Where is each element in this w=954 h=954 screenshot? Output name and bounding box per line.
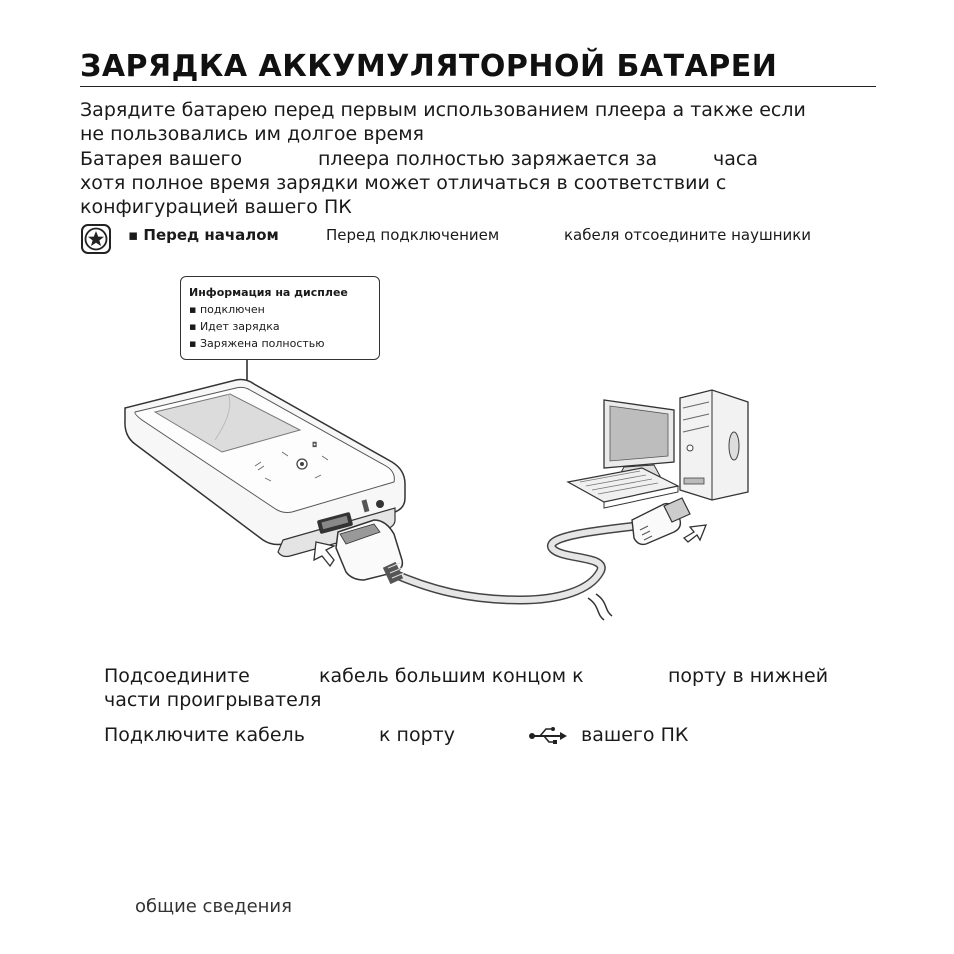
svg-text:◘: ◘	[312, 441, 318, 449]
usb-icon	[528, 726, 568, 746]
display-info-item: ▪ Идет зарядка	[189, 320, 280, 333]
intro-line-1: Зарядите батарею перед первым использованием плеера а также если	[80, 99, 806, 121]
step-1b: кабель большим концом к	[319, 665, 584, 687]
display-info-item: ▪ Заряжена полностью	[189, 337, 325, 350]
note-text-b: кабеля отсоедините наушники	[564, 226, 812, 244]
step-2c: вашего ПК	[581, 724, 689, 746]
note-text-a: Перед подключением	[326, 226, 500, 244]
step-1c: порту в нижней	[668, 665, 829, 687]
intro-line-2: не пользовались им долгое время	[80, 123, 424, 145]
intro-line-3a: Батарея вашего	[80, 148, 243, 170]
intro-line-3c: часа	[713, 148, 758, 170]
step-1a: Подсоедините	[104, 665, 250, 687]
intro-line-3b: плеера полностью заряжается за	[318, 148, 658, 170]
arrow-up-icon	[684, 525, 706, 542]
step-1d: части проигрывателя	[104, 689, 322, 711]
usb-plug	[632, 498, 690, 544]
page-title: ЗАРЯДКА АККУМУЛЯТОРНОЙ БАТАРЕИ	[80, 49, 778, 84]
arrow-up-icon	[314, 542, 334, 566]
intro-line-4: хотя полное время зарядки может отличаться в соответствии с	[80, 172, 727, 194]
step-2a: Подключите кабель	[104, 724, 305, 746]
desktop-pc	[568, 390, 748, 508]
note-label: ▪ Перед началом	[128, 226, 279, 244]
display-info-item: ▪ подключен	[189, 303, 265, 316]
display-info-title: Информация на дисплее	[189, 286, 348, 299]
intro-line-5: конфигурацией вашего ПК	[80, 196, 352, 218]
usb-cable	[390, 525, 645, 620]
player-connector	[336, 520, 404, 584]
step-2b: к порту	[379, 724, 455, 746]
footer-section-label: общие сведения	[135, 896, 292, 917]
